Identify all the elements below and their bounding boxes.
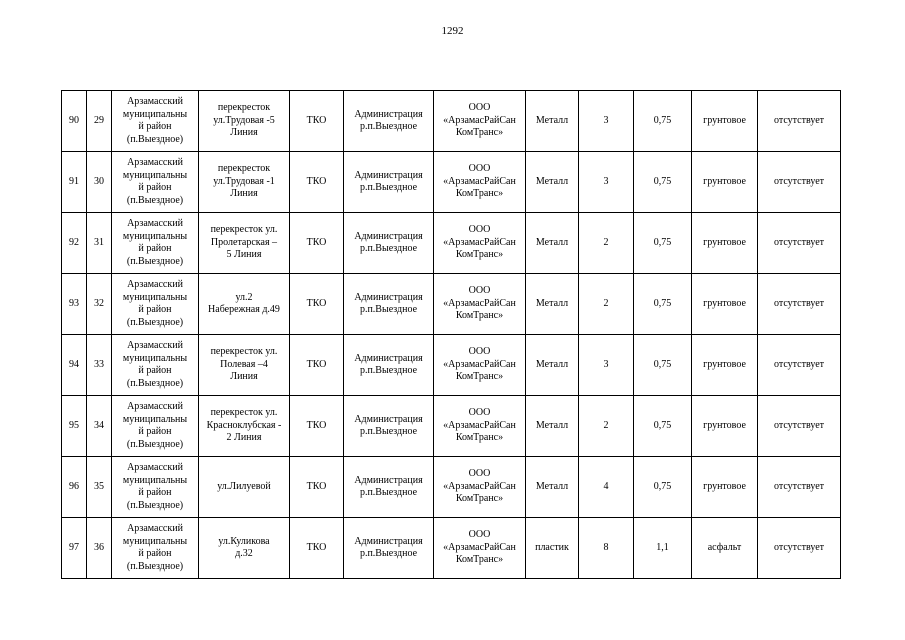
cell-surface: грунтовое bbox=[692, 335, 758, 396]
cell-district-line: муниципальны bbox=[122, 535, 188, 547]
table-row bbox=[62, 335, 841, 396]
cell-sub-number: 31 bbox=[87, 213, 112, 274]
cell-location-line: ул.2 bbox=[235, 291, 253, 303]
cell-location-line: Линия bbox=[230, 127, 258, 139]
cell-district-line: й район bbox=[138, 182, 172, 193]
cell-owner-line: р.п.Выездное bbox=[359, 182, 418, 193]
cell-sub-number: 35 bbox=[87, 457, 112, 518]
cell-district-line: муниципальны bbox=[122, 108, 188, 120]
table-row bbox=[62, 91, 841, 152]
table-row bbox=[62, 152, 841, 213]
cell-district-line: (п.Выездное) bbox=[126, 255, 184, 267]
cell-owner bbox=[344, 91, 434, 152]
cell-location-line: перекресток ул. bbox=[210, 407, 278, 419]
cell-location-line: перекресток bbox=[217, 102, 271, 114]
cell-owner-line: Администрация bbox=[354, 169, 423, 181]
cell-container-volume: 0,75 bbox=[634, 335, 692, 396]
cell-district-line: Арзамасский bbox=[127, 96, 183, 107]
cell-operator-line: КомТранс» bbox=[455, 310, 504, 322]
cell-number: 95 bbox=[62, 396, 87, 457]
cell-location-line: Линия bbox=[230, 371, 258, 383]
cell-owner bbox=[344, 396, 434, 457]
cell-sub-number: 34 bbox=[87, 396, 112, 457]
cell-district-line: (п.Выездное) bbox=[126, 194, 184, 206]
cell-number: 93 bbox=[62, 274, 87, 335]
cell-container-material: Металл bbox=[526, 274, 579, 335]
cell-number: 97 bbox=[62, 518, 87, 579]
cell-operator-line: «АрзамасРайСан bbox=[443, 236, 516, 248]
cell-location-line: Линия bbox=[230, 188, 258, 200]
cell-owner bbox=[344, 213, 434, 274]
cell-container-volume: 0,75 bbox=[634, 91, 692, 152]
cell-location-line: 5 Линия bbox=[226, 249, 262, 261]
cell-operator-line: «АрзамасРайСан bbox=[443, 419, 516, 431]
cell-sub-number: 36 bbox=[87, 518, 112, 579]
table-body bbox=[62, 91, 841, 579]
cell-district-line: (п.Выездное) bbox=[126, 316, 184, 328]
cell-location-line: Полевая –4 bbox=[220, 358, 268, 370]
cell-number: 90 bbox=[62, 91, 87, 152]
cell-surface: грунтовое bbox=[692, 396, 758, 457]
cell-container-material: Металл bbox=[526, 396, 579, 457]
cell-operator-line: «АрзамасРайСан bbox=[443, 114, 516, 126]
cell-location-line: перекресток bbox=[217, 163, 271, 175]
cell-container-volume: 0,75 bbox=[634, 457, 692, 518]
cell-surface: грунтовое bbox=[692, 91, 758, 152]
cell-district-line: муниципальны bbox=[122, 230, 188, 242]
cell-container-volume: 0,75 bbox=[634, 152, 692, 213]
cell-district-line: (п.Выездное) bbox=[126, 133, 184, 145]
cell-owner-line: р.п.Выездное bbox=[359, 365, 418, 376]
cell-district-line: Арзамасский bbox=[127, 401, 183, 412]
cell-owner-line: р.п.Выездное bbox=[359, 243, 418, 254]
cell-operator-line: «АрзамасРайСан bbox=[443, 358, 516, 370]
cell-sub-number: 33 bbox=[87, 335, 112, 396]
cell-district bbox=[112, 152, 199, 213]
cell-operator-line: ООО bbox=[468, 102, 491, 114]
cell-operator bbox=[434, 91, 526, 152]
cell-container-count: 2 bbox=[579, 213, 634, 274]
cell-operator-line: КомТранс» bbox=[455, 188, 504, 200]
cell-number: 91 bbox=[62, 152, 87, 213]
cell-container-material: Металл bbox=[526, 152, 579, 213]
cell-sub-number: 30 bbox=[87, 152, 112, 213]
cell-owner-line: Администрация bbox=[354, 352, 423, 364]
cell-district-line: муниципальны bbox=[122, 352, 188, 364]
cell-operator-line: КомТранс» bbox=[455, 127, 504, 139]
cell-operator-line: «АрзамасРайСан bbox=[443, 480, 516, 492]
cell-surface: асфальт bbox=[692, 518, 758, 579]
cell-location-line: ул.Лилуевой bbox=[217, 480, 271, 492]
cell-container-count: 3 bbox=[579, 335, 634, 396]
cell-district-line: Арзамасский bbox=[127, 462, 183, 473]
cell-waste-type: ТКО bbox=[290, 91, 344, 152]
cell-owner bbox=[344, 152, 434, 213]
cell-location-line: д.32 bbox=[235, 548, 253, 559]
cell-container-count: 3 bbox=[579, 152, 634, 213]
cell-owner-line: р.п.Выездное bbox=[359, 121, 418, 132]
cell-operator bbox=[434, 213, 526, 274]
cell-number: 96 bbox=[62, 457, 87, 518]
cell-fence: отсутствует bbox=[758, 518, 841, 579]
cell-waste-type: ТКО bbox=[290, 457, 344, 518]
cell-operator-line: ООО bbox=[468, 163, 491, 175]
cell-district-line: муниципальны bbox=[122, 413, 188, 425]
cell-owner-line: Администрация bbox=[354, 535, 423, 547]
cell-district-line: (п.Выездное) bbox=[126, 377, 184, 389]
cell-location bbox=[199, 91, 290, 152]
cell-owner-line: Администрация bbox=[354, 474, 423, 486]
cell-container-material: Металл bbox=[526, 91, 579, 152]
cell-location bbox=[199, 457, 290, 518]
cell-district-line: й район bbox=[138, 121, 172, 132]
cell-district bbox=[112, 335, 199, 396]
cell-operator bbox=[434, 396, 526, 457]
cell-operator-line: КомТранс» bbox=[455, 371, 504, 383]
table-row bbox=[62, 518, 841, 579]
cell-waste-type: ТКО bbox=[290, 213, 344, 274]
cell-operator-line: «АрзамасРайСан bbox=[443, 175, 516, 187]
cell-container-count: 2 bbox=[579, 274, 634, 335]
cell-operator bbox=[434, 274, 526, 335]
cell-district-line: й район bbox=[138, 426, 172, 437]
cell-district bbox=[112, 457, 199, 518]
cell-container-material: Металл bbox=[526, 335, 579, 396]
cell-operator-line: ООО bbox=[468, 224, 491, 236]
cell-operator-line: ООО bbox=[468, 285, 491, 297]
cell-waste-type: ТКО bbox=[290, 335, 344, 396]
cell-district-line: й район bbox=[138, 365, 172, 376]
cell-owner-line: р.п.Выездное bbox=[359, 304, 418, 315]
cell-district-line: Арзамасский bbox=[127, 279, 183, 290]
cell-operator-line: ООО bbox=[468, 407, 491, 419]
cell-district bbox=[112, 213, 199, 274]
cell-operator-line: ООО bbox=[468, 468, 491, 480]
cell-district-line: Арзамасский bbox=[127, 218, 183, 229]
cell-operator-line: «АрзамасРайСан bbox=[443, 541, 516, 553]
cell-location-line: перекресток ул. bbox=[210, 346, 278, 358]
table-row bbox=[62, 396, 841, 457]
cell-waste-type: ТКО bbox=[290, 396, 344, 457]
cell-container-count: 4 bbox=[579, 457, 634, 518]
cell-district-line: муниципальны bbox=[122, 169, 188, 181]
cell-owner-line: р.п.Выездное bbox=[359, 548, 418, 559]
cell-container-material: Металл bbox=[526, 213, 579, 274]
cell-location bbox=[199, 152, 290, 213]
cell-surface: грунтовое bbox=[692, 274, 758, 335]
cell-district-line: й район bbox=[138, 243, 172, 254]
cell-owner bbox=[344, 457, 434, 518]
cell-owner-line: Администрация bbox=[354, 230, 423, 242]
table-row bbox=[62, 213, 841, 274]
cell-location-line: перекресток ул. bbox=[210, 224, 278, 236]
cell-district-line: Арзамасский bbox=[127, 523, 183, 534]
cell-surface: грунтовое bbox=[692, 213, 758, 274]
cell-owner-line: р.п.Выездное bbox=[359, 487, 418, 498]
cell-district-line: й район bbox=[138, 548, 172, 559]
cell-owner bbox=[344, 518, 434, 579]
cell-owner-line: Администрация bbox=[354, 413, 423, 425]
cell-location bbox=[199, 396, 290, 457]
cell-fence: отсутствует bbox=[758, 91, 841, 152]
cell-fence: отсутствует bbox=[758, 335, 841, 396]
cell-operator-line: ООО bbox=[468, 529, 491, 541]
cell-fence: отсутствует bbox=[758, 396, 841, 457]
cell-container-volume: 0,75 bbox=[634, 213, 692, 274]
cell-operator bbox=[434, 457, 526, 518]
table-row bbox=[62, 457, 841, 518]
cell-operator-line: «АрзамасРайСан bbox=[443, 297, 516, 309]
cell-container-volume: 0,75 bbox=[634, 274, 692, 335]
cell-surface: грунтовое bbox=[692, 457, 758, 518]
cell-number: 94 bbox=[62, 335, 87, 396]
cell-location-line: ул.Куликова bbox=[218, 535, 270, 547]
cell-operator-line: КомТранс» bbox=[455, 554, 504, 566]
cell-fence: отсутствует bbox=[758, 274, 841, 335]
cell-container-count: 2 bbox=[579, 396, 634, 457]
cell-number: 92 bbox=[62, 213, 87, 274]
cell-operator bbox=[434, 518, 526, 579]
cell-location-line: Набережная д.49 bbox=[208, 304, 280, 315]
cell-location bbox=[199, 274, 290, 335]
cell-district-line: й район bbox=[138, 304, 172, 315]
cell-container-count: 8 bbox=[579, 518, 634, 579]
cell-owner-line: Администрация bbox=[354, 291, 423, 303]
cell-sub-number: 32 bbox=[87, 274, 112, 335]
cell-operator bbox=[434, 152, 526, 213]
registry-table bbox=[61, 90, 841, 579]
cell-waste-type: ТКО bbox=[290, 152, 344, 213]
table-row bbox=[62, 274, 841, 335]
cell-location-line: ул.Трудовая -5 bbox=[213, 114, 275, 126]
page-number: 1292 bbox=[441, 25, 464, 37]
cell-operator-line: КомТранс» bbox=[455, 249, 504, 261]
cell-waste-type: ТКО bbox=[290, 274, 344, 335]
cell-district bbox=[112, 518, 199, 579]
cell-location-line: Красноклубская - bbox=[206, 419, 282, 431]
cell-location bbox=[199, 335, 290, 396]
cell-district-line: муниципальны bbox=[122, 291, 188, 303]
cell-owner bbox=[344, 335, 434, 396]
cell-container-volume: 0,75 bbox=[634, 396, 692, 457]
cell-district-line: (п.Выездное) bbox=[126, 499, 184, 511]
cell-owner bbox=[344, 274, 434, 335]
cell-container-material: пластик bbox=[526, 518, 579, 579]
cell-operator-line: КомТранс» bbox=[455, 493, 504, 505]
cell-operator-line: ООО bbox=[468, 346, 491, 358]
cell-district bbox=[112, 274, 199, 335]
cell-district-line: (п.Выездное) bbox=[126, 560, 184, 572]
cell-owner-line: Администрация bbox=[354, 108, 423, 120]
cell-location bbox=[199, 518, 290, 579]
cell-operator-line: КомТранс» bbox=[455, 432, 504, 444]
cell-location-line: Пролетарская – bbox=[210, 236, 278, 248]
cell-location bbox=[199, 213, 290, 274]
cell-location-line: ул.Трудовая -1 bbox=[213, 175, 275, 187]
cell-waste-type: ТКО bbox=[290, 518, 344, 579]
cell-district bbox=[112, 396, 199, 457]
cell-operator bbox=[434, 335, 526, 396]
cell-district-line: Арзамасский bbox=[127, 340, 183, 351]
cell-container-volume: 1,1 bbox=[634, 518, 692, 579]
cell-fence: отсутствует bbox=[758, 457, 841, 518]
cell-district-line: й район bbox=[138, 487, 172, 498]
cell-location-line: 2 Линия bbox=[226, 432, 262, 444]
cell-container-material: Металл bbox=[526, 457, 579, 518]
cell-district bbox=[112, 91, 199, 152]
cell-district-line: Арзамасский bbox=[127, 157, 183, 168]
cell-container-count: 3 bbox=[579, 91, 634, 152]
cell-district-line: муниципальны bbox=[122, 474, 188, 486]
cell-owner-line: р.п.Выездное bbox=[359, 426, 418, 437]
cell-surface: грунтовое bbox=[692, 152, 758, 213]
cell-fence: отсутствует bbox=[758, 152, 841, 213]
cell-sub-number: 29 bbox=[87, 91, 112, 152]
cell-district-line: (п.Выездное) bbox=[126, 438, 184, 450]
cell-fence: отсутствует bbox=[758, 213, 841, 274]
